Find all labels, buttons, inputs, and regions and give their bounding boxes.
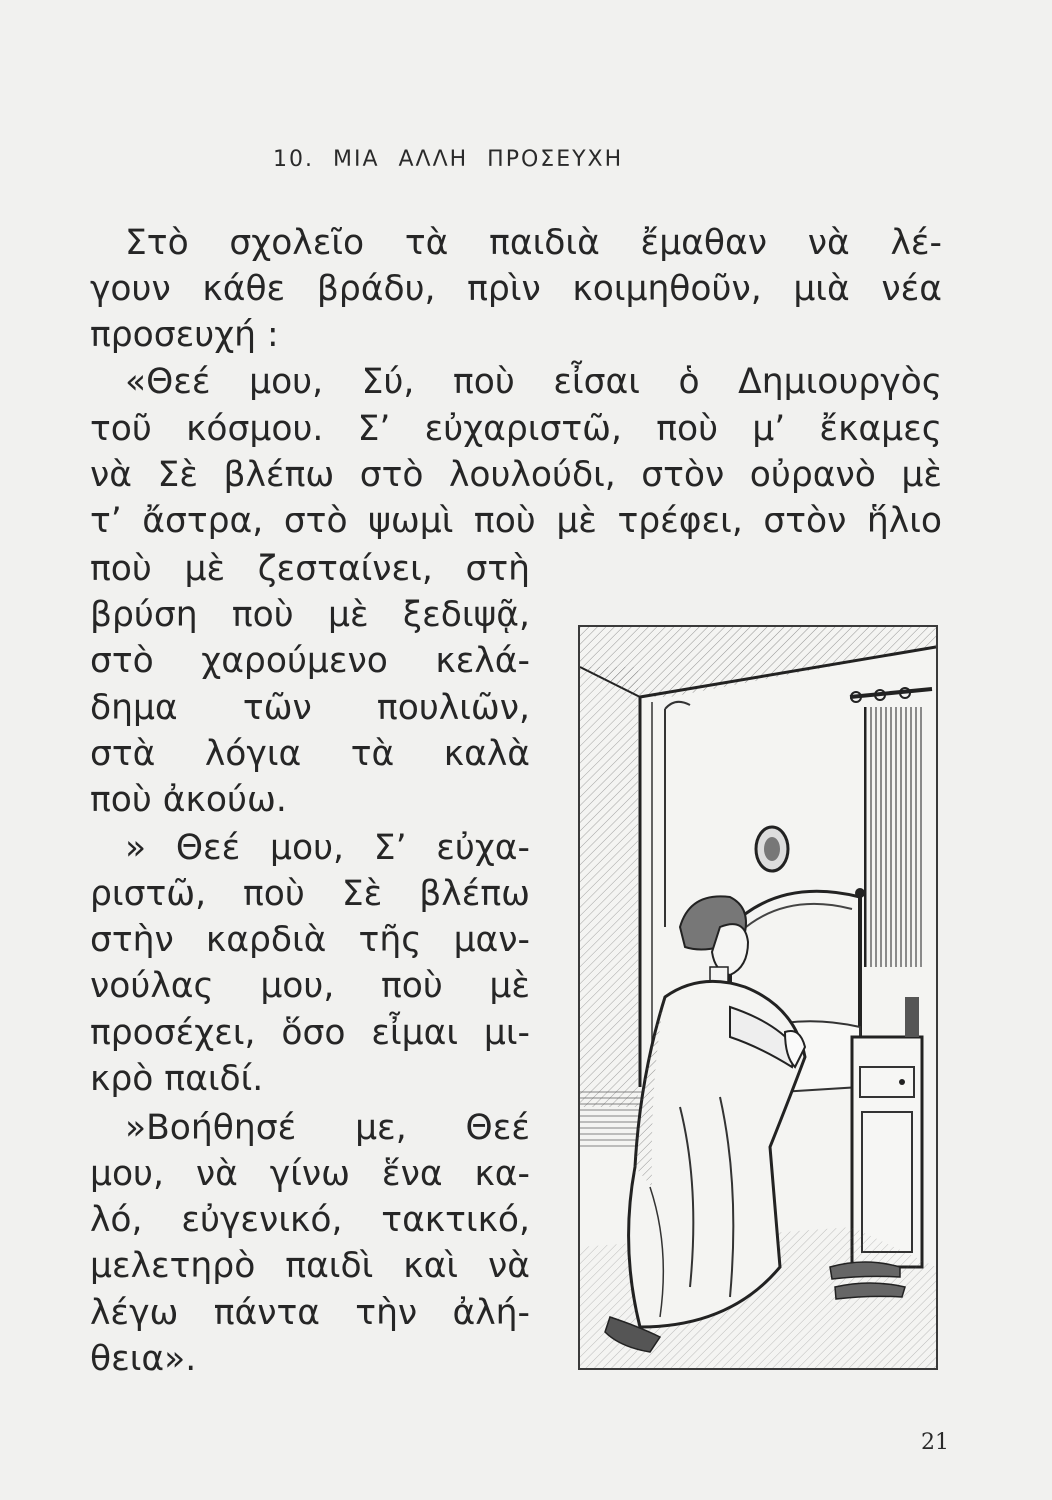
text-line: κρὸ παιδί.	[90, 1059, 264, 1099]
text-line: ποὺ ἀκούω.	[90, 780, 287, 820]
bottle	[905, 997, 919, 1037]
text-line: «Θεέ μου, Σύ, ποὺ εἶσαι ὁ Δημιουργὸς	[125, 362, 942, 402]
text-line: προσέχει, ὅσο εἶμαι μι-	[90, 1013, 530, 1053]
text-line: μελετηρὸ παιδὶ καὶ νὰ	[90, 1246, 530, 1286]
curtain	[865, 707, 923, 967]
text-line: προσευχή :	[90, 315, 279, 355]
text-line: δημα τῶν πουλιῶν,	[90, 688, 530, 728]
text-line: »Βοήθησέ με, Θεέ	[125, 1108, 530, 1148]
text-line: Στὸ σχολεῖο τὰ παιδιὰ ἔμαθαν νὰ λέ-	[125, 223, 942, 263]
text-line: στὰ λόγια τὰ καλὰ	[90, 734, 530, 774]
text-line: μου, νὰ γίνω ἕνα κα-	[90, 1154, 530, 1194]
text-line: ποὺ μὲ ζεσταίνει, στὴ	[90, 549, 530, 589]
text-line: νὰ Σὲ βλέπω στὸ λουλούδι, στὸν οὐρανὸ μὲ	[90, 455, 942, 495]
text-line: νούλας μου, ποὺ μὲ	[90, 966, 530, 1006]
text-line: θεια».	[90, 1339, 197, 1379]
text-line: » Θεέ μου, Σ’ εὐχα-	[125, 828, 530, 868]
praying-child-illustration	[578, 625, 938, 1370]
text-line: στὸ χαρούμενο κελά-	[90, 641, 530, 681]
illustration-drawing	[580, 627, 936, 1368]
text-line: βρύση ποὺ μὲ ξεδιψᾷ,	[90, 595, 530, 635]
text-line: λέγω πάντα τὴν ἀλή-	[90, 1293, 530, 1333]
text-line: τ’ ἄστρα, στὸ ψωμὶ ποὺ μὲ τρέφει, στὸν ἥλιο	[90, 501, 942, 541]
text-line: ριστῶ, ποὺ Σὲ βλέπω	[90, 874, 530, 914]
page-number: 21	[921, 1430, 949, 1455]
chapter-title: 10. ΜΙΑ ΑΛΛΗ ΠΡΟΣΕΥΧΗ	[273, 147, 624, 172]
text-line: τοῦ κόσμου. Σ’ εὐχαριστῶ, ποὺ μ’ ἔκαμες	[90, 409, 942, 449]
text-line: γουν κάθε βράδυ, πρὶν κοιμηθοῦν, μιὰ νέα	[90, 269, 942, 309]
text-line: λό, εὐγενικό, τακτικό,	[90, 1200, 530, 1240]
text-line: στὴν καρδιὰ τῆς μαν-	[90, 920, 530, 960]
left-wall	[580, 667, 638, 1107]
